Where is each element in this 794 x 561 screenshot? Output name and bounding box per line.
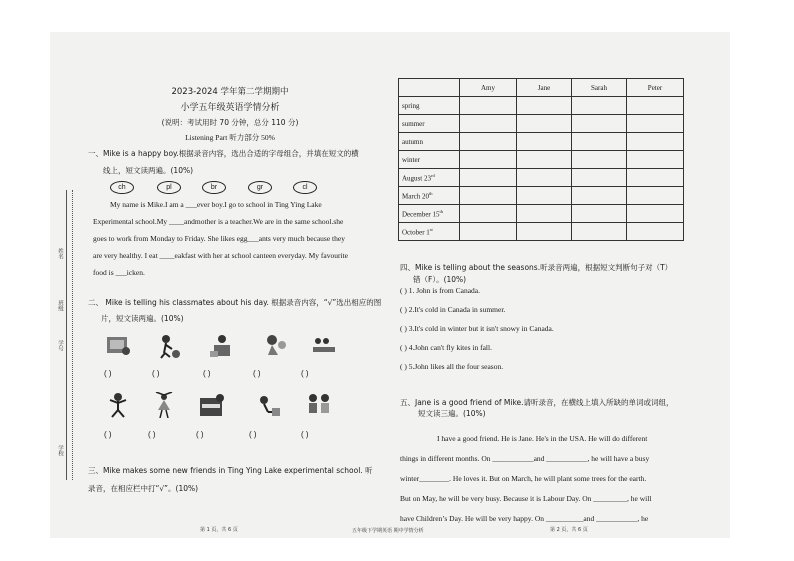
- section-4-title-cont: 错（F）。(10%): [413, 275, 467, 284]
- binding-line-2: [72, 190, 73, 480]
- table-row-label: March 20th: [399, 187, 460, 205]
- section-1-title: 一、Mike is a happy boy.根据录音内容，选出合适的字母组合，并填在短文的横: [88, 149, 359, 158]
- answer-paren-7[interactable]: ( ): [148, 430, 156, 439]
- table-row-label: spring: [399, 97, 460, 115]
- answer-paren-1[interactable]: ( ): [104, 369, 112, 378]
- section-1-title-cont: 线上，短文读两遍。(10%): [103, 166, 194, 175]
- friends-season-table: [398, 78, 684, 241]
- margin-label-number: 学号: [57, 340, 63, 351]
- margin-label-school: 学校: [57, 445, 63, 456]
- picture-girl-ballet: [150, 392, 178, 418]
- jane-passage-line-5: have Children’s Day. He will be very happy. On __________and ___________, he: [400, 514, 649, 523]
- margin-label-class: 班级: [57, 300, 63, 311]
- tf-item-1[interactable]: ( ) 1. John is from Canada.: [400, 286, 480, 295]
- passage-line-5: food is ___icken.: [93, 268, 145, 277]
- section-3-title-cont: 录音，在相应栏中打“√”。(10%): [88, 484, 199, 493]
- tf-item-3[interactable]: ( ) 3.It's cold in winter but it isn't snowy in Canada.: [400, 324, 554, 333]
- picture-children-eating: [310, 333, 338, 359]
- answer-paren-4[interactable]: ( ): [253, 369, 261, 378]
- answer-paren-3[interactable]: ( ): [203, 369, 211, 378]
- section-2-title: 二、 Mike is telling his classmates about his day. 根据录音内容，“√”选出相应的图: [88, 298, 382, 307]
- picture-cleaning: [254, 392, 282, 418]
- tf-item-5[interactable]: ( ) 5.John likes all the four season.: [400, 362, 504, 371]
- jane-passage-line-2: things in different months. On ___________and ___________, he will have a busy: [400, 454, 650, 463]
- jane-passage-line-4: But on May, he will be very busy. Because it is Labour Day. On _________, he will: [400, 494, 652, 503]
- footer-right: 第 2 页，共 6 页: [550, 527, 588, 533]
- picture-boy-football: [156, 333, 184, 359]
- margin-label-name: 姓名: [57, 248, 63, 259]
- exam-title-line2: 小学五年级英语学情分析: [180, 103, 280, 113]
- exam-note: (说明：考试用时 70 分钟，总分 110 分): [161, 118, 299, 127]
- table-row-label: December 15th: [399, 205, 460, 223]
- table-row-label: autumn: [399, 133, 460, 151]
- passage-line-4: are very healthy. I eat ____eakfast with her at school canteen everyday. My favourite: [93, 251, 348, 260]
- answer-paren-8[interactable]: ( ): [196, 430, 204, 439]
- table-header-jane: Jane: [517, 79, 572, 97]
- section-5-title: 五、Jane is a good friend of Mike.请听录音，在横线上填入所缺的单词或词组，: [400, 398, 674, 407]
- letter-choice-cl: cl: [293, 181, 317, 194]
- table-row-label: summer: [399, 115, 460, 133]
- picture-boy-computer: [104, 333, 132, 359]
- jane-passage-line-1: I have a good friend. He is Jane. He's in the USA. He will do different: [437, 434, 648, 443]
- passage-line-1: My name is Mike.I am a ___ever boy.I go to school in Ting Ying Lake: [110, 200, 322, 209]
- section-5-title-cont: 短文读三遍。(10%): [418, 409, 486, 418]
- picture-family-reading: [208, 333, 236, 359]
- passage-line-2: Experimental school.My ____andmother is a teacher.We are in the same school.she: [93, 217, 344, 226]
- answer-paren-2[interactable]: ( ): [152, 369, 160, 378]
- letter-choice-gr: gr: [248, 181, 272, 194]
- tf-item-4[interactable]: ( ) 4.John can't fly kites in fall.: [400, 343, 492, 352]
- section-3-title: 三、Mike makes some new friends in Ting Ying Lake experimental school. 听: [88, 466, 373, 475]
- footer-center: 五年级下学期英语 期中学情分析: [352, 528, 424, 534]
- tf-item-2[interactable]: ( ) 2.It's cold in Canada in summer.: [400, 305, 506, 314]
- binding-line: [66, 190, 67, 480]
- table-header-amy: Amy: [460, 79, 517, 97]
- picture-piano: [198, 392, 226, 418]
- answer-paren-6[interactable]: ( ): [104, 430, 112, 439]
- exam-title-line1: 2023-2024 学年第二学期期中: [171, 87, 289, 97]
- table-row-label: winter: [399, 151, 460, 169]
- table-header-peter: Peter: [627, 79, 684, 97]
- answer-paren-5[interactable]: ( ): [301, 369, 309, 378]
- section-4-title: 四、Mike is telling about the seasons.听录音两遍，根据短文判断句子对（T）: [400, 263, 673, 272]
- table-row-label: August 23rd: [399, 169, 460, 187]
- letter-choice-pl: pl: [157, 181, 181, 194]
- jane-passage-line-3: winter________. He loves it. But on March, he will plant some trees for the earth.: [400, 474, 647, 483]
- picture-two-kids: [305, 392, 333, 418]
- answer-paren-10[interactable]: ( ): [301, 430, 309, 439]
- letter-choice-ch: ch: [110, 181, 134, 194]
- picture-boy-jumping: [104, 392, 132, 418]
- listening-part: Listening Part 听力部分 50%: [185, 133, 275, 142]
- answer-paren-9[interactable]: ( ): [249, 430, 257, 439]
- section-2-title-cont: 片，短文读两遍。(10%): [101, 314, 184, 323]
- table-header-sarah: Sarah: [572, 79, 627, 97]
- table-row-label: October 1st: [399, 223, 460, 241]
- footer-left: 第 1 页，共 6 页: [200, 527, 238, 533]
- picture-girl-dancing: [262, 333, 290, 359]
- passage-line-3: goes to work from Monday to Friday. She likes egg___ants very much because they: [93, 234, 345, 243]
- letter-choice-br: br: [202, 181, 226, 194]
